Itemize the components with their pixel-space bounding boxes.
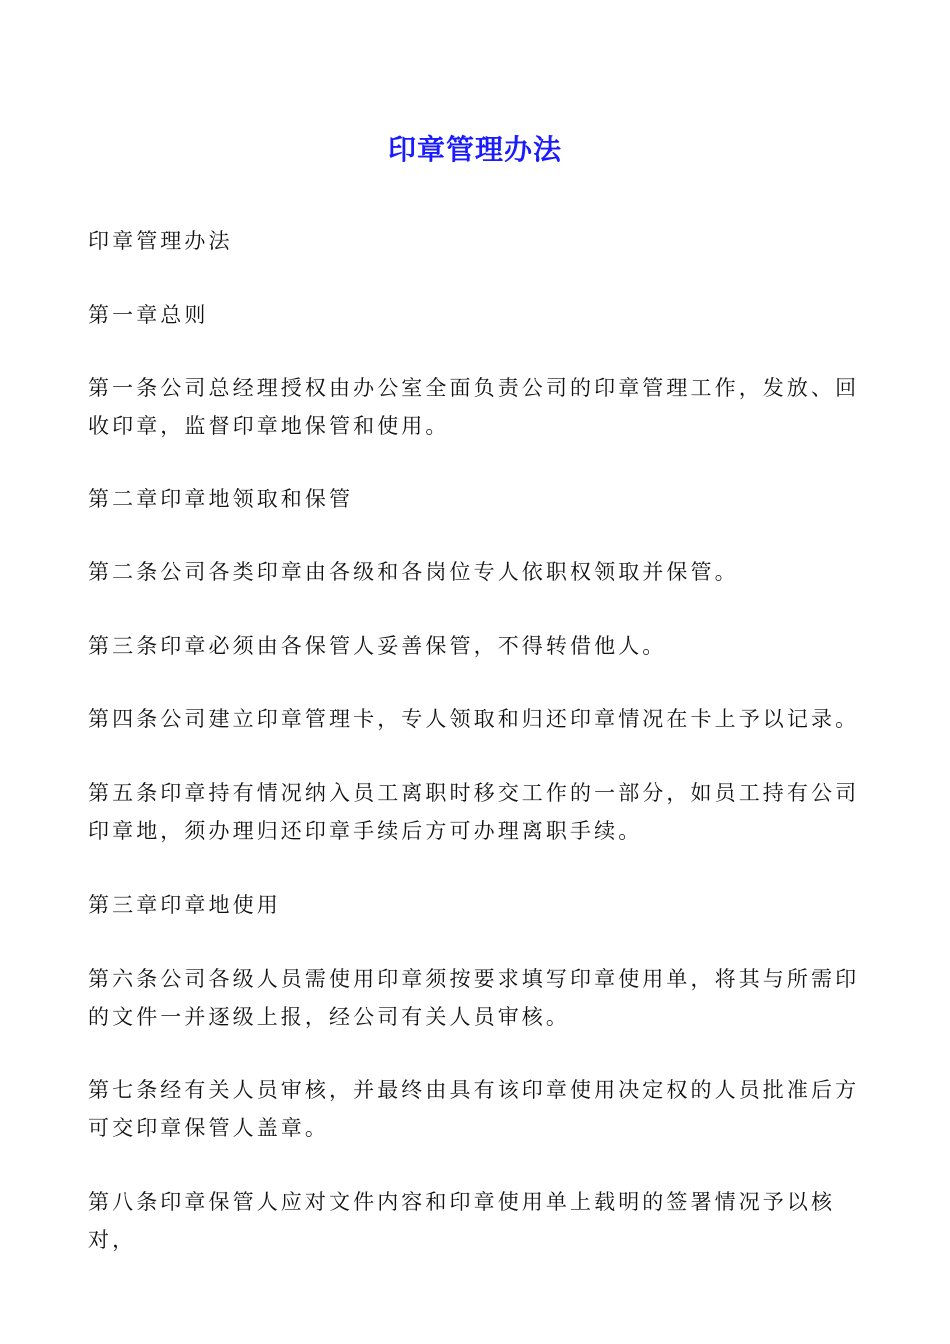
article-6: 第六条公司各级人员需使用印章须按要求填写印章使用单，将其与所需印 的文件一并逐级上报，经公司有关人员审核。 [88,967,860,1029]
article-3: 第三条印章必须由各保管人妥善保管，不得转借他人。 [88,634,667,658]
paragraph-heading: 印章管理办法 [88,229,233,253]
article-7: 第七条经有关人员审核，并最终由具有该印章使用决定权的人员批准后方 可交印章保管人盖章。 [88,1078,860,1140]
article-8: 第八条印章保管人应对文件内容和印章使用单上载明的签署情况予以核对， [88,1190,836,1252]
chapter-heading-3: 第三章印章地使用 [88,893,281,917]
article-1: 第一条公司总经理授权由办公室全面负责公司的印章管理工作，发放、回 收印章，监督印章地保管和使用。 [88,376,860,438]
chapter-heading-2: 第二章印章地领取和保管 [88,487,354,511]
article-4: 第四条公司建立印章管理卡，专人领取和归还印章情况在卡上予以记录。 [88,707,860,731]
article-2: 第二条公司各类印章由各级和各岗位专人依职权领取并保管。 [88,560,739,584]
document-title: 印章管理办法 [387,133,562,166]
article-5: 第五条印章持有情况纳入员工离职时移交工作的一部分，如员工持有公司 印章地，须办理归还印章手续后方可办理离职手续。 [88,781,860,843]
chapter-heading-1: 第一章总则 [88,303,209,327]
